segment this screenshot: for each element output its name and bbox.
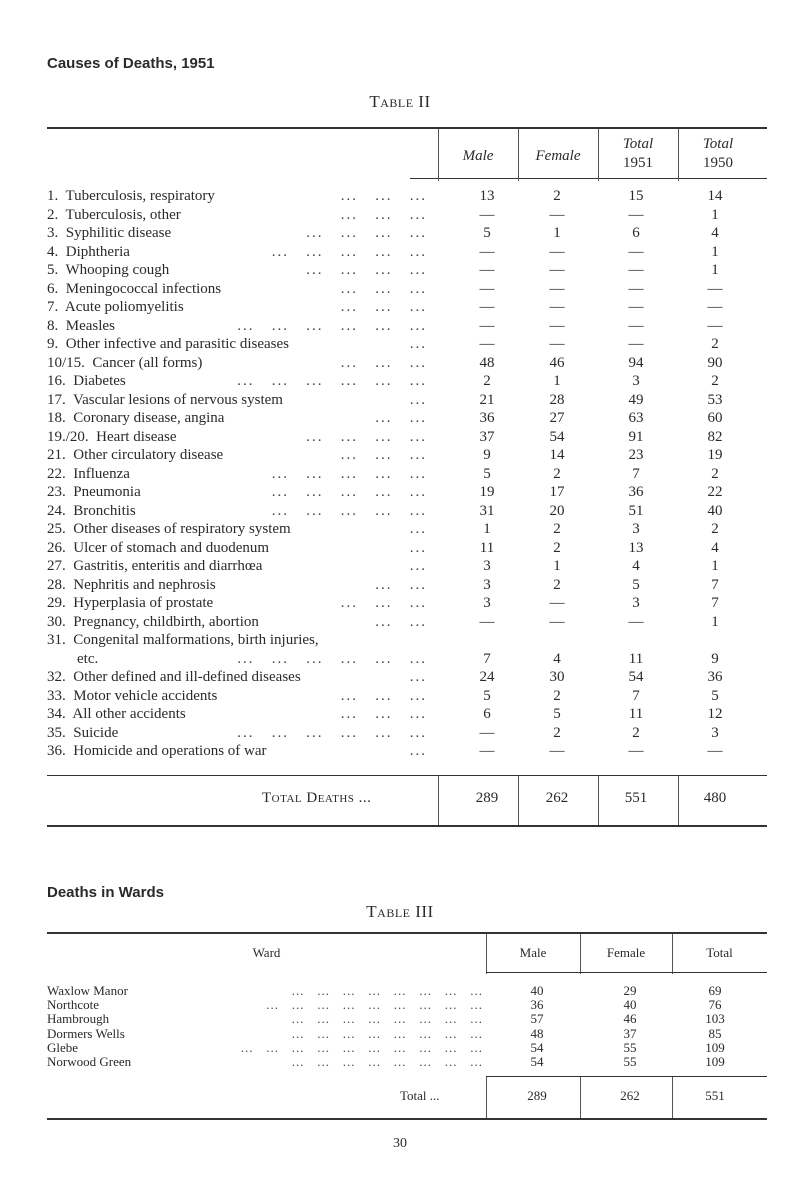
leader-dots: ... bbox=[409, 539, 427, 556]
table-row bbox=[47, 539, 767, 557]
cell-male: — bbox=[479, 743, 495, 759]
header-total-1951-year: 1951 bbox=[623, 155, 653, 171]
cell-male: — bbox=[479, 724, 495, 741]
cell-male: 3 bbox=[483, 576, 491, 593]
ward-total-female: 262 bbox=[620, 1088, 640, 1103]
cell-t50: 9 bbox=[711, 650, 719, 667]
cell-male: 11 bbox=[479, 539, 495, 556]
col-divider bbox=[438, 129, 439, 181]
cell-male: 5 bbox=[483, 687, 491, 704]
cell-t50: 1 bbox=[711, 243, 719, 260]
header-total-1950-year: 1950 bbox=[703, 155, 733, 171]
leader-dots: ... ... bbox=[375, 410, 427, 426]
cell-male: 24 bbox=[479, 669, 495, 685]
cell-t51: — bbox=[628, 299, 644, 315]
cell-female: — bbox=[549, 595, 565, 611]
leader-dots: ... ... ... ... bbox=[306, 428, 427, 445]
cause-label: 16. Diabetes bbox=[47, 373, 126, 389]
cause-label: 8. Measles bbox=[47, 317, 115, 334]
leader-dots: ... bbox=[409, 669, 427, 685]
cell-t51: 2 bbox=[632, 724, 640, 741]
leader-dots: ... ... ... ... ... bbox=[271, 243, 427, 260]
cell-male: — bbox=[479, 317, 495, 334]
leader-dots: ... ... ... ... ... ... bbox=[237, 373, 427, 389]
leader-dots: ... ... ... bbox=[340, 299, 427, 315]
header-ward-total: Total bbox=[706, 945, 733, 960]
table-row bbox=[47, 502, 767, 520]
cell-t50: 53 bbox=[707, 391, 723, 408]
cell-male: — bbox=[479, 243, 495, 260]
cell-t50: 90 bbox=[707, 354, 723, 371]
cause-label: 7. Acute poliomyelitis bbox=[47, 299, 184, 315]
cell-male: 9 bbox=[483, 447, 491, 463]
cell-t50: 1 bbox=[711, 558, 719, 574]
cause-label: 29. Hyperplasia of prostate bbox=[47, 595, 214, 611]
table-row bbox=[47, 1055, 767, 1069]
cause-label: 36. Homicide and operations of war bbox=[47, 743, 267, 759]
table-row bbox=[47, 576, 767, 594]
cell-t50: — bbox=[707, 299, 723, 315]
table-row bbox=[47, 520, 767, 538]
table-row bbox=[47, 742, 767, 760]
table-row bbox=[47, 557, 767, 575]
cell-t50: 22 bbox=[707, 484, 723, 500]
cell-t50: 7 bbox=[711, 595, 719, 611]
cell-female: 2 bbox=[553, 188, 561, 204]
ward-label: Hambrough bbox=[47, 1011, 110, 1027]
cell-female: 1 bbox=[553, 558, 561, 574]
leader-dots: ... ... ... ... ... ... bbox=[237, 650, 427, 667]
ward-label: Glebe bbox=[47, 1039, 79, 1055]
cause-label: 10/15. Cancer (all forms) bbox=[47, 354, 203, 371]
leader-dots: ... ... ... bbox=[340, 206, 427, 223]
table-row bbox=[47, 428, 767, 446]
cell-total: 85 bbox=[708, 1025, 722, 1041]
cause-label: 28. Nephritis and nephrosis bbox=[47, 576, 216, 593]
cell-t51: 7 bbox=[632, 687, 640, 704]
cell-t50: 7 bbox=[711, 576, 719, 593]
cell-t51: 54 bbox=[628, 669, 644, 685]
leader-dots: ... ... ... ... ... ... bbox=[237, 724, 427, 741]
table-row bbox=[47, 446, 767, 464]
table-row bbox=[47, 224, 767, 242]
table-ii-header-rule bbox=[410, 178, 767, 179]
table-row bbox=[47, 261, 767, 279]
cell-t50: 1 bbox=[711, 613, 719, 630]
cell-female: 55 bbox=[623, 1054, 637, 1069]
table-row bbox=[47, 298, 767, 316]
cause-label: 17. Vascular lesions of nervous system bbox=[47, 391, 283, 408]
header-ward-female: Female bbox=[606, 945, 646, 960]
cell-t51: — bbox=[628, 613, 644, 630]
cell-t50: 19 bbox=[707, 447, 723, 463]
cause-label: 32. Other defined and ill-defined diseases bbox=[47, 669, 301, 685]
table-row bbox=[47, 613, 767, 631]
header-male: Male bbox=[462, 148, 494, 164]
leader-dots: ... ... ... bbox=[340, 188, 427, 204]
table-row bbox=[47, 1027, 767, 1041]
cell-t51: — bbox=[628, 206, 644, 223]
table-row bbox=[47, 317, 767, 335]
cell-female: 5 bbox=[553, 706, 561, 722]
cell-female: 17 bbox=[549, 484, 565, 500]
cell-t51: 15 bbox=[628, 188, 644, 204]
cell-male: 21 bbox=[479, 391, 495, 408]
leader-dots: ... bbox=[409, 336, 427, 352]
header-total-1950: Total bbox=[702, 136, 734, 152]
cell-t51: 11 bbox=[628, 650, 644, 667]
cell-t51: 7 bbox=[632, 465, 640, 482]
cell-t50: 2 bbox=[711, 336, 719, 352]
table-iii-bottom-rule bbox=[47, 1118, 767, 1120]
cell-t51: 3 bbox=[632, 521, 640, 537]
cause-label: 31. Congenital malformations, birth injuries, bbox=[47, 632, 319, 648]
table-iii-header-rule bbox=[486, 972, 767, 973]
table-row bbox=[47, 280, 767, 298]
leader-dots: ... bbox=[409, 558, 427, 574]
ward-total-label: Total ... bbox=[400, 1088, 440, 1103]
table-row bbox=[47, 354, 767, 372]
cell-female: 14 bbox=[549, 447, 565, 463]
cell-female: 20 bbox=[549, 502, 565, 519]
col-divider bbox=[518, 776, 519, 826]
cell-male: — bbox=[479, 280, 495, 297]
cell-male: 5 bbox=[483, 225, 491, 241]
leader-dots: ... bbox=[409, 391, 427, 408]
cause-label: 18. Coronary disease, angina bbox=[47, 410, 225, 426]
col-divider bbox=[672, 1077, 673, 1119]
cell-male: 1 bbox=[483, 521, 491, 537]
cell-t50: 60 bbox=[707, 410, 723, 426]
table-iii-caption: Table III bbox=[366, 902, 434, 921]
cell-t51: 94 bbox=[628, 354, 644, 371]
col-divider bbox=[580, 1077, 581, 1119]
cause-label: 34. All other accidents bbox=[47, 706, 186, 722]
col-divider bbox=[678, 776, 679, 826]
leader-dots: ... ... ... ... ... ... ... ... bbox=[291, 983, 483, 998]
cause-label: 33. Motor vehicle accidents bbox=[47, 687, 218, 704]
col-divider bbox=[598, 129, 599, 181]
cell-t51: 3 bbox=[632, 373, 640, 389]
cell-female: — bbox=[549, 743, 565, 759]
cell-female: 30 bbox=[549, 669, 565, 685]
cell-female: 55 bbox=[623, 1039, 637, 1055]
table-row bbox=[47, 372, 767, 390]
header-ward-male: Male bbox=[519, 945, 547, 960]
cause-label: 19./20. Heart disease bbox=[47, 428, 177, 445]
leader-dots: ... ... ... bbox=[340, 706, 427, 722]
cell-t51: 51 bbox=[628, 502, 644, 519]
table-ii-bottom-rule bbox=[47, 825, 767, 827]
cell-male: — bbox=[479, 206, 495, 223]
cell-female: 2 bbox=[553, 539, 561, 556]
cell-male: — bbox=[479, 613, 495, 630]
leader-dots: ... ... bbox=[375, 613, 427, 630]
cell-male: 36 bbox=[530, 997, 544, 1013]
cell-t51: 3 bbox=[632, 595, 640, 611]
table-row bbox=[47, 1041, 767, 1055]
table-row bbox=[47, 187, 767, 205]
leader-dots: ... ... ... ... ... bbox=[271, 502, 427, 519]
cause-label: 5. Whooping cough bbox=[47, 262, 170, 278]
cell-t51: 13 bbox=[628, 539, 644, 556]
cell-t50: 1 bbox=[711, 262, 719, 278]
cell-male: 6 bbox=[483, 706, 491, 722]
cell-male: 54 bbox=[530, 1039, 544, 1055]
cell-t50: 1 bbox=[711, 206, 719, 223]
cell-t51: 11 bbox=[628, 706, 644, 722]
leader-dots: ... ... ... bbox=[340, 595, 427, 611]
cell-t50: — bbox=[707, 317, 723, 334]
page-title: Causes of Deaths, 1951 bbox=[47, 55, 215, 72]
cell-female: — bbox=[549, 317, 565, 334]
cell-female: 54 bbox=[549, 428, 565, 445]
leader-dots: ... ... ... bbox=[340, 687, 427, 704]
cell-total: 109 bbox=[705, 1039, 725, 1055]
cell-female: — bbox=[549, 262, 565, 278]
table-row bbox=[47, 409, 767, 427]
cause-label: 27. Gastritis, enteritis and diarrhœa bbox=[47, 558, 263, 574]
cell-t51: 6 bbox=[632, 225, 640, 241]
table-ii-caption: Table II bbox=[369, 92, 431, 111]
table-row bbox=[47, 668, 767, 686]
cell-t51: 49 bbox=[628, 391, 644, 408]
total-male: 289 bbox=[475, 790, 499, 806]
cause-label: 3. Syphilitic disease bbox=[47, 225, 172, 241]
cell-t51: 91 bbox=[628, 428, 644, 445]
table-row bbox=[47, 243, 767, 261]
cell-t50: 2 bbox=[711, 373, 719, 389]
leader-dots: ... ... ... ... ... bbox=[271, 484, 427, 500]
table-row bbox=[47, 594, 767, 612]
cell-male: 13 bbox=[479, 188, 495, 204]
cause-label: 4. Diphtheria bbox=[47, 243, 130, 260]
cause-label: 26. Ulcer of stomach and duodenum bbox=[47, 539, 270, 556]
cell-female: — bbox=[549, 206, 565, 223]
leader-dots: ... ... ... ... bbox=[306, 225, 427, 241]
cell-t50: 12 bbox=[707, 706, 723, 722]
cell-t51: — bbox=[628, 243, 644, 260]
header-female: Female bbox=[535, 148, 581, 164]
cell-male: 5 bbox=[483, 465, 491, 482]
cell-male: 37 bbox=[479, 428, 495, 445]
ward-label: Northcote bbox=[47, 997, 99, 1013]
cause-label: 1. Tuberculosis, respiratory bbox=[47, 188, 215, 204]
cell-female: — bbox=[549, 280, 565, 297]
leader-dots: ... ... ... ... ... ... bbox=[237, 317, 427, 334]
cell-t50: 2 bbox=[711, 521, 719, 537]
cause-label: 23. Pneumonia bbox=[47, 484, 141, 500]
cell-t51: 36 bbox=[628, 484, 644, 500]
cell-male: — bbox=[479, 299, 495, 315]
table-row bbox=[47, 705, 767, 723]
cause-label: 25. Other diseases of respiratory system bbox=[47, 521, 291, 537]
leader-dots: ... ... ... ... ... ... ... ... bbox=[291, 1025, 483, 1041]
table-row bbox=[47, 984, 767, 998]
cell-t50: 14 bbox=[707, 188, 723, 204]
cell-male: 7 bbox=[483, 650, 491, 667]
cell-female: 40 bbox=[623, 997, 637, 1013]
header-ward: Ward bbox=[252, 945, 281, 960]
cell-t50: 5 bbox=[711, 687, 719, 704]
table-row bbox=[47, 391, 767, 409]
cell-female: 2 bbox=[553, 521, 561, 537]
cell-male: 40 bbox=[530, 983, 544, 998]
table-row bbox=[47, 206, 767, 224]
page-number: 30 bbox=[393, 1136, 407, 1151]
cell-male: 31 bbox=[479, 502, 495, 519]
cell-female: 2 bbox=[553, 687, 561, 704]
table-iii-total-rule bbox=[486, 1076, 767, 1077]
leader-dots: ... ... ... ... ... ... ... ... ... bbox=[266, 997, 483, 1013]
cell-t50: 82 bbox=[707, 428, 723, 445]
ward-label: Norwood Green bbox=[47, 1054, 132, 1069]
leader-dots: ... ... ... bbox=[340, 354, 427, 371]
col-divider bbox=[678, 129, 679, 181]
cell-male: 3 bbox=[483, 595, 491, 611]
ward-label: Waxlow Manor bbox=[47, 983, 128, 998]
cell-female: 2 bbox=[553, 576, 561, 593]
table-ii-total-rule bbox=[47, 775, 767, 776]
col-divider bbox=[518, 129, 519, 181]
cause-label: 22. Influenza bbox=[47, 465, 130, 482]
cell-female: — bbox=[549, 243, 565, 260]
table-row bbox=[47, 1012, 767, 1026]
cell-t51: — bbox=[628, 262, 644, 278]
cell-male: 3 bbox=[483, 558, 491, 574]
cell-male: — bbox=[479, 336, 495, 352]
cell-t50: 40 bbox=[707, 502, 723, 519]
table-iii-top-rule bbox=[47, 932, 767, 934]
cell-female: 4 bbox=[553, 650, 561, 667]
leader-dots: ... ... ... ... ... ... ... ... ... ... bbox=[240, 1039, 483, 1055]
cell-t51: — bbox=[628, 317, 644, 334]
cell-female: 1 bbox=[553, 225, 561, 241]
table-row bbox=[47, 650, 767, 668]
cell-male: 48 bbox=[479, 354, 495, 371]
cell-total: 76 bbox=[708, 997, 722, 1013]
cell-t51: 4 bbox=[632, 558, 640, 574]
cell-t50: 2 bbox=[711, 465, 719, 482]
leader-dots: ... ... ... bbox=[340, 280, 427, 297]
cell-female: 2 bbox=[553, 724, 561, 741]
total-deaths-label: Total Deaths ... bbox=[262, 790, 372, 806]
cell-t51: 23 bbox=[628, 447, 644, 463]
cell-t50: 4 bbox=[711, 539, 719, 556]
cell-total: 103 bbox=[705, 1011, 725, 1027]
leader-dots: ... ... ... bbox=[340, 447, 427, 463]
cause-label: 30. Pregnancy, childbirth, abortion bbox=[47, 613, 259, 630]
total-1951: 551 bbox=[624, 790, 648, 806]
col-divider bbox=[486, 1077, 487, 1119]
cell-female: 29 bbox=[623, 983, 637, 998]
cell-t50: — bbox=[707, 280, 723, 297]
leader-dots: ... bbox=[409, 521, 427, 537]
leader-dots: ... ... ... ... ... bbox=[271, 465, 427, 482]
cell-female: — bbox=[549, 336, 565, 352]
table-row bbox=[47, 998, 767, 1012]
cell-male: 2 bbox=[483, 373, 491, 389]
cell-t50: 36 bbox=[707, 669, 723, 685]
total-1950: 480 bbox=[703, 790, 727, 806]
cell-t50: 3 bbox=[711, 724, 719, 741]
total-female: 262 bbox=[545, 790, 569, 806]
cell-male: 57 bbox=[530, 1011, 544, 1027]
cell-female: 37 bbox=[623, 1025, 637, 1041]
cause-label: etc. bbox=[47, 650, 99, 667]
cell-total: 109 bbox=[705, 1054, 725, 1069]
cause-label: 24. Bronchitis bbox=[47, 502, 136, 519]
cause-label: 35. Suicide bbox=[47, 724, 119, 741]
table-row bbox=[47, 483, 767, 501]
cell-male: 19 bbox=[479, 484, 495, 500]
header-total-1951: Total bbox=[622, 136, 654, 152]
cause-label: 9. Other infective and parasitic diseases bbox=[47, 336, 289, 352]
cell-total: 69 bbox=[708, 983, 722, 998]
cell-female: 2 bbox=[553, 465, 561, 482]
table-row bbox=[47, 724, 767, 742]
table-row bbox=[47, 687, 767, 705]
cell-female: — bbox=[549, 299, 565, 315]
cell-t50: 4 bbox=[711, 225, 719, 241]
cell-female: 27 bbox=[549, 410, 565, 426]
leader-dots: ... ... ... ... ... ... ... ... bbox=[291, 1054, 483, 1069]
table-ii-top-rule bbox=[47, 127, 767, 129]
cell-t51: — bbox=[628, 336, 644, 352]
col-divider bbox=[438, 776, 439, 826]
leader-dots: ... ... ... ... bbox=[306, 262, 427, 278]
cell-male: 36 bbox=[479, 410, 495, 426]
cause-label: 6. Meningococcal infections bbox=[47, 280, 222, 297]
table-row bbox=[47, 465, 767, 483]
cell-female: 1 bbox=[553, 373, 561, 389]
ward-total-total: 551 bbox=[705, 1088, 725, 1103]
cell-t51: — bbox=[628, 280, 644, 297]
cell-male: 48 bbox=[530, 1025, 544, 1041]
leader-dots: ... ... bbox=[375, 576, 427, 593]
cause-label: 2. Tuberculosis, other bbox=[47, 206, 181, 223]
section-title: Deaths in Wards bbox=[47, 884, 164, 901]
table-row bbox=[47, 335, 767, 353]
cell-female: 46 bbox=[623, 1011, 637, 1027]
cell-t51: — bbox=[628, 743, 644, 759]
cell-t50: — bbox=[707, 743, 723, 759]
cell-t51: 5 bbox=[632, 576, 640, 593]
cell-male: — bbox=[479, 262, 495, 278]
ward-label: Dormers Wells bbox=[47, 1025, 125, 1041]
table-row bbox=[47, 631, 767, 649]
cell-t51: 63 bbox=[628, 410, 644, 426]
cause-label: 21. Other circulatory disease bbox=[47, 447, 224, 463]
col-divider bbox=[598, 776, 599, 826]
cell-female: 46 bbox=[549, 354, 565, 371]
leader-dots: ... bbox=[409, 743, 427, 759]
ward-total-male: 289 bbox=[527, 1088, 547, 1103]
leader-dots: ... ... ... ... ... ... ... ... bbox=[291, 1011, 483, 1027]
cell-female: 28 bbox=[549, 391, 565, 408]
cell-female: — bbox=[549, 613, 565, 630]
cell-male: 54 bbox=[530, 1054, 544, 1069]
